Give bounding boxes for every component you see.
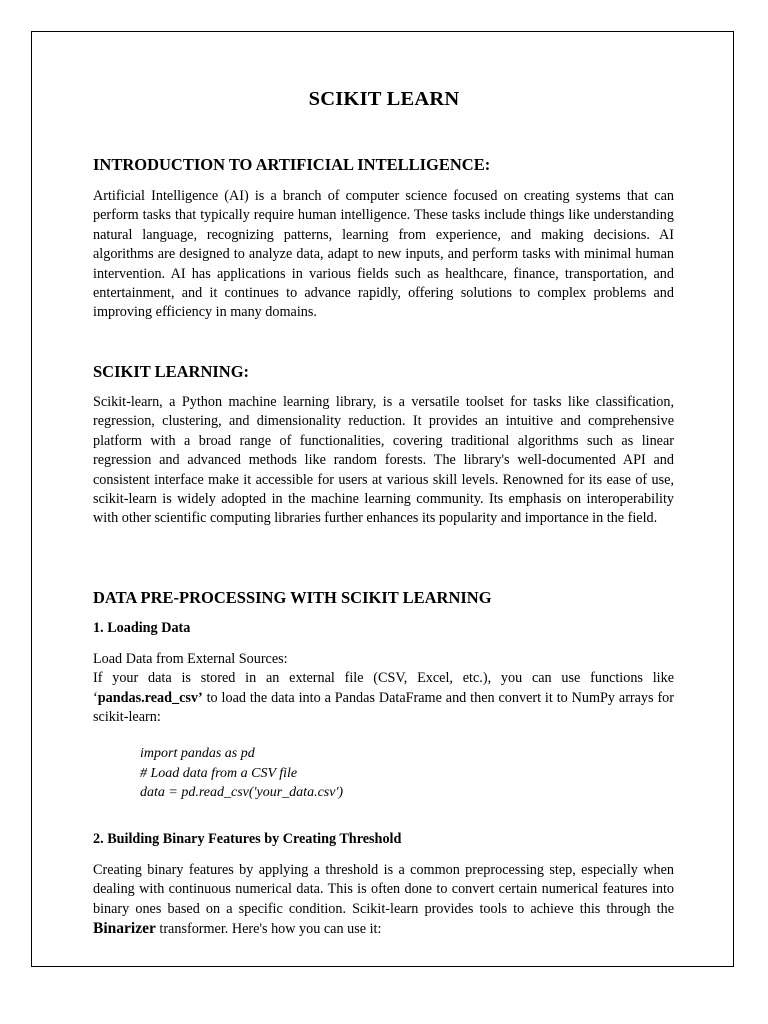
code-line: data = pd.read_csv('your_data.csv') — [140, 785, 344, 801]
binary-text-before: Creating binary features by applying a threshold is a common preprocessing step, especially when dealing with continuous numerical data. This is often done to convert certain numerical features into binary ones based on a specific condition. Scikit-learn provides tools to achieve this through the — [93, 862, 674, 917]
binary-text-after: transformer. Here's how you can use it: — [155, 921, 382, 938]
loading-data-paragraph — [93, 650, 674, 728]
binary-features-subheading: 2. Building Binary Features by Creating Threshold — [93, 831, 402, 847]
binarizer-term: Binarizer — [93, 920, 156, 938]
code-line: # Load data from a CSV file — [140, 765, 298, 781]
binary-features-paragraph — [93, 861, 674, 940]
loading-data-text-before: If your data is stored in an external file (CSV, Excel, etc.), you can use functions like ‘ — [93, 670, 674, 706]
intro-heading: INTRODUCTION TO ARTIFICIAL INTELLIGENCE: — [93, 155, 491, 174]
scikit-paragraph: Scikit-learn, a Python machine learning library, is a versatile toolset for tasks like classification, regression, clustering, and dimensionality reduction. It provides an intuitive and comprehensive platform with a broad range of functionalities, covering traditional algorithms such as linear regression and advanced methods like random forests. The library's well-documented API and consistent interface make it accessible for users at various skill levels. Renowned for its ease of use, scikit-learn is widely adopted in the machine learning community. Its emphasis on interoperability with other scientific computing libraries further enhances its popularity and importance in the field. — [93, 394, 674, 527]
loading-data-text-after: to load the data into a Pandas DataFrame and then convert it to NumPy arrays for scikit-learn: — [93, 689, 674, 726]
pandas-read-csv-term: pandas.read_csv’ — [97, 689, 203, 706]
code-block — [140, 744, 343, 803]
intro-paragraph: Artificial Intelligence (AI) is a branch of computer science focused on creating systems that can perform tasks that typically require human intelligence. These tasks include things like understanding natural language, recognizing patterns, learning from experience, and making decisions. AI algorithms are designed to analyze data, adapt to new inputs, and perform tasks with minimal human intervention. AI has applications in various fields such as healthcare, finance, transportation, and entertainment, and it continues to advance rapidly, offering solutions to complex problems and improving efficiency in many domains. — [93, 188, 674, 321]
code-line: import pandas as pd — [140, 746, 255, 761]
document-title: SCIKIT LEARN — [308, 88, 460, 110]
loading-data-intro-line: Load Data from External Sources: — [93, 651, 288, 667]
preprocessing-heading: DATA PRE-PROCESSING WITH SCIKIT LEARNING — [93, 588, 492, 607]
scikit-heading: SCIKIT LEARNING: — [93, 362, 250, 381]
loading-data-subheading: 1. Loading Data — [93, 620, 191, 636]
